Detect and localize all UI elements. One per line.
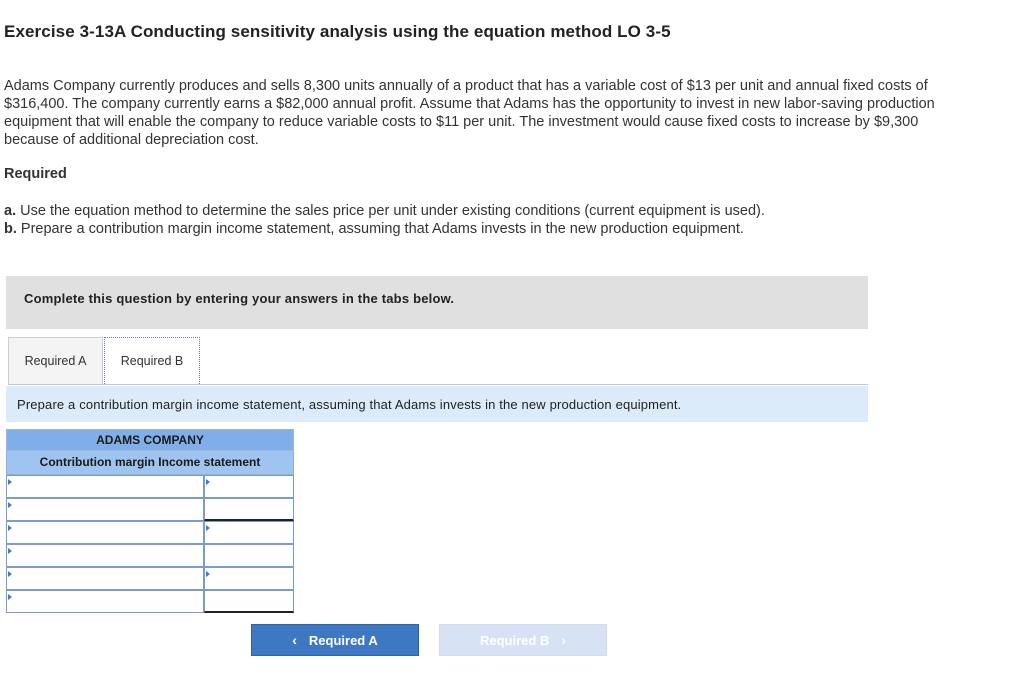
label-input[interactable] xyxy=(7,591,203,612)
requirement-b xyxy=(4,220,765,238)
prev-button-label: Required A xyxy=(308,632,378,648)
table-row xyxy=(6,544,294,567)
requirement-text: Prepare a contribution margin income statement, assuming that Adams invests in the new production equipment. xyxy=(20,221,744,237)
requirement-a xyxy=(4,202,765,220)
label-cell xyxy=(6,475,204,498)
amount-input[interactable] xyxy=(205,476,293,497)
statement-title: Contribution margin Income statement xyxy=(6,451,294,475)
input-indicator-icon xyxy=(206,525,210,531)
amount-input[interactable] xyxy=(205,591,293,611)
instruction-text: Prepare a contribution margin income statement, assuming that Adams invests in the new production equipment. xyxy=(17,397,682,412)
exercise-title: Exercise 3-13A Conducting sensitivity analysis using the equation method LO 3-5 xyxy=(4,22,671,41)
dropdown-indicator-icon xyxy=(8,502,12,508)
required-heading: Required xyxy=(4,166,67,182)
requirement-text: Use the equation method to determine the sales price per unit under existing conditions (current equipment is used). xyxy=(20,203,765,219)
statement-company-name: ADAMS COMPANY xyxy=(6,429,294,451)
table-row xyxy=(6,567,294,590)
label-cell xyxy=(6,498,204,521)
table-row xyxy=(6,521,294,544)
dropdown-indicator-icon xyxy=(8,548,12,554)
value-cell xyxy=(204,475,294,498)
label-input[interactable] xyxy=(7,522,203,543)
label-cell xyxy=(6,521,204,544)
amount-input[interactable] xyxy=(205,568,293,589)
amount-input[interactable] xyxy=(205,545,293,566)
label-cell xyxy=(6,544,204,567)
table-row xyxy=(6,590,294,613)
label-input[interactable] xyxy=(7,568,203,589)
requirements-list xyxy=(4,202,765,238)
chevron-left-icon: ‹ xyxy=(292,632,297,648)
requirement-letter: a. xyxy=(4,203,17,219)
value-cell xyxy=(204,590,294,613)
amount-input[interactable] xyxy=(205,499,293,519)
label-input[interactable] xyxy=(7,476,203,497)
table-row xyxy=(6,498,294,521)
tab-instruction xyxy=(6,386,868,422)
value-cell xyxy=(204,498,294,521)
tab-divider xyxy=(8,384,868,385)
requirement-letter: b. xyxy=(4,221,17,237)
prev-required-a-button[interactable] xyxy=(251,624,419,656)
label-input[interactable] xyxy=(7,545,203,566)
label-cell xyxy=(6,590,204,613)
table-row xyxy=(6,475,294,498)
label-cell xyxy=(6,567,204,590)
input-indicator-icon xyxy=(206,479,210,485)
next-required-b-button xyxy=(439,624,607,656)
income-statement-table xyxy=(6,429,294,613)
chevron-right-icon: › xyxy=(561,632,566,648)
label-input[interactable] xyxy=(7,499,203,520)
dropdown-indicator-icon xyxy=(8,594,12,600)
dropdown-indicator-icon xyxy=(8,479,12,485)
value-cell xyxy=(204,567,294,590)
banner-text: Complete this question by entering your answers in the tabs below. xyxy=(24,291,455,306)
input-indicator-icon xyxy=(206,571,210,577)
value-cell xyxy=(204,544,294,567)
exercise-description: Adams Company currently produces and sells 8,300 units annually of a product that has a variable cost of $13 per unit and annual fixed costs of $316,400. The company currently earns a $82,000 annual profit. Assume that Adams has the opportunity to invest in new labor-saving production equipment that will enable the company to reduce variable costs to $11 per unit. The investment would cause fixed costs to increase by $9,300 because of additional depreciation cost. xyxy=(4,78,935,148)
next-button-label: Required B xyxy=(479,632,550,648)
value-cell xyxy=(204,521,294,544)
dropdown-indicator-icon xyxy=(8,571,12,577)
instructions-banner xyxy=(6,276,868,329)
tab-required-a[interactable]: Required A xyxy=(8,337,103,384)
tab-required-b[interactable]: Required B xyxy=(104,337,200,384)
dropdown-indicator-icon xyxy=(8,525,12,531)
amount-input[interactable] xyxy=(205,522,293,543)
